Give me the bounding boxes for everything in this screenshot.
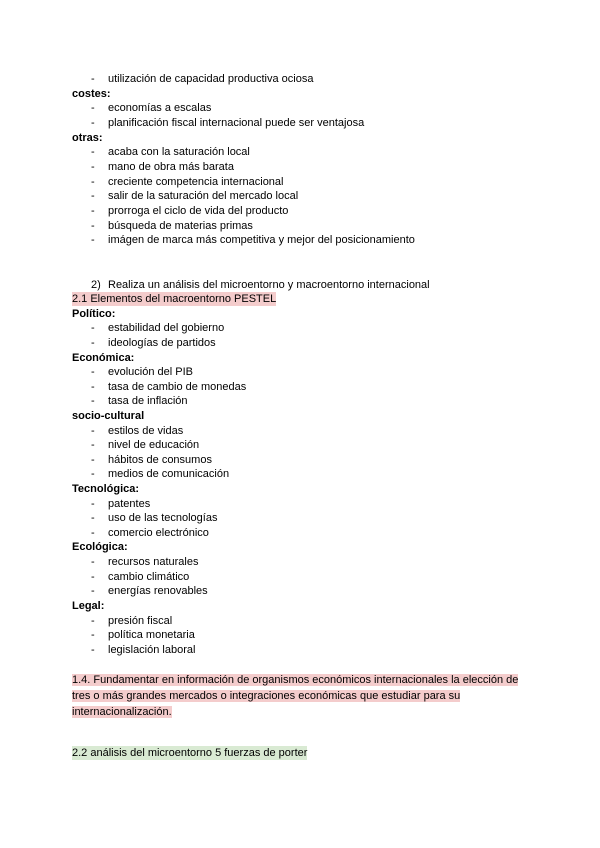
list-item: cambio climático (108, 571, 190, 583)
bullet-dash: - (91, 498, 95, 510)
bullet-dash: - (91, 556, 95, 568)
list-item: patentes (108, 498, 151, 510)
bullet-dash: - (91, 425, 95, 437)
pestel-heading: Legal: (72, 600, 105, 612)
list-item: utilización de capacidad productiva ociosa (108, 73, 314, 85)
bullet-dash: - (91, 234, 95, 246)
list-item: recursos naturales (108, 556, 199, 568)
bullet-dash: - (91, 117, 95, 129)
list-item: acaba con la saturación local (108, 146, 250, 158)
list-item: energías renovables (108, 585, 208, 597)
list-item: prorroga el ciclo de vida del producto (108, 205, 289, 217)
list-item: economías a escalas (108, 102, 212, 114)
bullet-dash: - (91, 146, 95, 158)
list-item: creciente competencia internacional (108, 176, 284, 188)
bullet-dash: - (91, 161, 95, 173)
list-item: presión fiscal (108, 615, 173, 627)
bullet-dash: - (91, 512, 95, 524)
list-item: nivel de educación (108, 439, 200, 451)
section-heading-2-1: 2.1 Elementos del macroentorno PESTEL (72, 293, 277, 305)
bullet-dash: - (91, 439, 95, 451)
bullet-dash: - (91, 527, 95, 539)
list-item: política monetaria (108, 629, 195, 641)
list-item: mano de obra más barata (108, 161, 234, 173)
bullet-dash: - (91, 220, 95, 232)
list-item: ideologías de partidos (108, 337, 216, 349)
section-heading-2-2: 2.2 análisis del microentorno 5 fuerzas de porter (72, 747, 308, 759)
list-item: estabilidad del gobierno (108, 322, 225, 334)
section-paragraph-1-4 (72, 672, 528, 720)
list-item: medios de comunicación (108, 468, 230, 480)
bullet-dash: - (91, 395, 95, 407)
list-item: estilos de vidas (108, 425, 184, 437)
bullet-dash: - (91, 644, 95, 656)
section-paragraph-text: 1.4. Fundamentar en información de organismos económicos internacionales la elección de tres o más grandes mercados o integraciones económicas que estudiar para su internacionalización. (72, 674, 519, 718)
bullet-dash: - (91, 366, 95, 378)
bullet-dash: - (91, 571, 95, 583)
list-item: imágen de marca más competitiva y mejor del posicionamiento (108, 234, 415, 246)
pestel-heading: Tecnológica: (72, 483, 140, 495)
bullet-dash: - (91, 615, 95, 627)
list-item: salir de la saturación del mercado local (108, 190, 299, 202)
question-number: 2) (91, 279, 101, 291)
list-item: legislación laboral (108, 644, 196, 656)
bullet-dash: - (91, 337, 95, 349)
list-item: búsqueda de materias primas (108, 220, 253, 232)
list-item: comercio electrónico (108, 527, 209, 539)
pestel-heading: Económica: (72, 352, 135, 364)
list-item: hábitos de consumos (108, 454, 212, 466)
list-item: tasa de inflación (108, 395, 188, 407)
bullet-dash: - (91, 454, 95, 466)
question-text: Realiza un análisis del microentorno y macroentorno internacional (108, 279, 430, 291)
bullet-dash: - (91, 322, 95, 334)
bullet-dash: - (91, 205, 95, 217)
bullet-dash: - (91, 73, 95, 85)
pestel-heading: socio-cultural (72, 410, 145, 422)
bullet-dash: - (91, 585, 95, 597)
pestel-heading: Político: (72, 308, 116, 320)
list-item: tasa de cambio de monedas (108, 381, 247, 393)
list-item: evolución del PIB (108, 366, 193, 378)
bullet-dash: - (91, 629, 95, 641)
bullet-dash: - (91, 190, 95, 202)
otras-heading: otras: (72, 132, 103, 144)
bullet-dash: - (91, 468, 95, 480)
bullet-dash: - (91, 176, 95, 188)
bullet-dash: - (91, 102, 95, 114)
costes-heading: costes: (72, 88, 111, 100)
list-item: planificación fiscal internacional puede ser ventajosa (108, 117, 365, 129)
pestel-heading: Ecológica: (72, 541, 128, 553)
list-item: uso de las tecnologías (108, 512, 218, 524)
bullet-dash: - (91, 381, 95, 393)
